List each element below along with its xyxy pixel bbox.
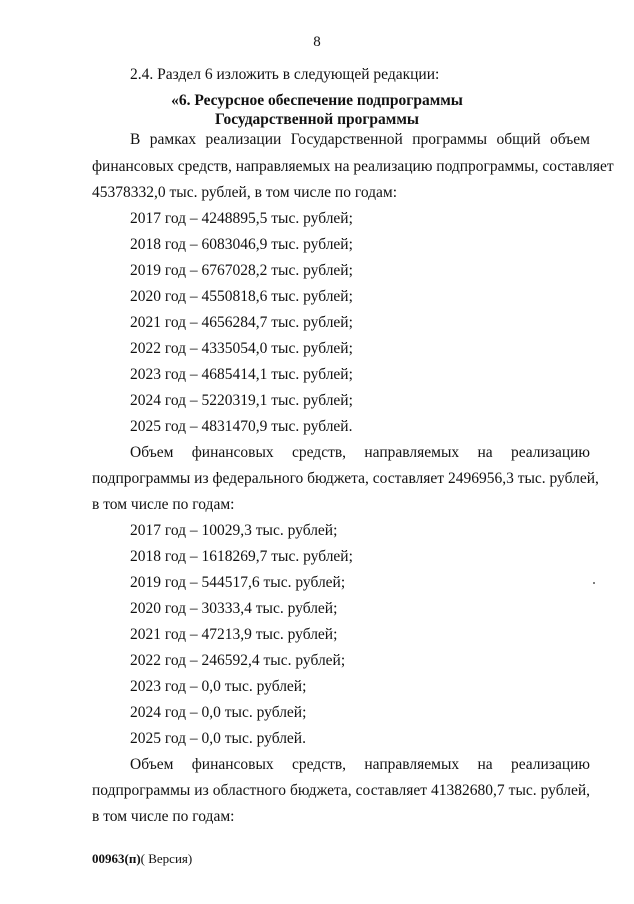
federal-year-2025: 2025 год – 0,0 тыс. рублей.: [130, 730, 306, 747]
total-year-2021: 2021 год – 4656284,7 тыс. рублей;: [130, 314, 353, 331]
section-heading-line-2: Государственной программы: [215, 111, 419, 128]
federal-year-2017: 2017 год – 10029,3 тыс. рублей;: [130, 522, 338, 539]
total-year-2017: 2017 год – 4248895,5 тыс. рублей;: [130, 210, 353, 227]
para3-line-1: Объем финансовых средств, направляемых на реализацию: [130, 756, 590, 773]
federal-year-2024: 2024 год – 0,0 тыс. рублей;: [130, 704, 307, 721]
federal-year-2018: 2018 год – 1618269,7 тыс. рублей;: [130, 548, 353, 565]
federal-year-2019: 2019 год – 544517,6 тыс. рублей;: [130, 574, 346, 591]
para1-line-3: 45378332,0 тыс. рублей, в том числе по годам:: [92, 184, 398, 201]
para3-line-2: подпрограммы из областного бюджета, составляет 41382680,7 тыс. рублей,: [92, 782, 590, 799]
federal-year-2022: 2022 год – 246592,4 тыс. рублей;: [130, 652, 346, 669]
section-heading-line-1: «6. Ресурсное обеспечение подпрограммы: [171, 92, 463, 109]
total-year-2024: 2024 год – 5220319,1 тыс. рублей;: [130, 392, 353, 409]
para1-line-1: В рамках реализации Государственной программы общий объем: [130, 131, 590, 148]
para3-line-3: в том числе по годам:: [92, 808, 235, 825]
amendment-intro: 2.4. Раздел 6 изложить в следующей редакции:: [130, 66, 440, 83]
document-version: ( Версия): [140, 851, 193, 866]
scan-speck: [593, 582, 595, 584]
para2-line-3: в том числе по годам:: [92, 496, 235, 513]
total-year-2025: 2025 год – 4831470,9 тыс. рублей.: [130, 418, 353, 435]
federal-year-2021: 2021 год – 47213,9 тыс. рублей;: [130, 626, 338, 643]
page-number: 8: [313, 34, 321, 50]
para2-line-2: подпрограммы из федерального бюджета, составляет 2496956,3 тыс. рублей,: [92, 470, 599, 487]
document-code: 00963(п): [92, 851, 141, 866]
document-footer: [92, 851, 192, 867]
total-year-2019: 2019 год – 6767028,2 тыс. рублей;: [130, 262, 353, 279]
para1-line-2: финансовых средств, направляемых на реализацию подпрограммы, составляет: [92, 158, 614, 175]
total-year-2020: 2020 год – 4550818,6 тыс. рублей;: [130, 288, 353, 305]
total-year-2022: 2022 год – 4335054,0 тыс. рублей;: [130, 340, 353, 357]
total-year-2023: 2023 год – 4685414,1 тыс. рублей;: [130, 366, 353, 383]
federal-year-2020: 2020 год – 30333,4 тыс. рублей;: [130, 600, 338, 617]
total-year-2018: 2018 год – 6083046,9 тыс. рублей;: [130, 236, 353, 253]
para2-line-1: Объем финансовых средств, направляемых на реализацию: [130, 444, 590, 461]
federal-year-2023: 2023 год – 0,0 тыс. рублей;: [130, 678, 307, 695]
